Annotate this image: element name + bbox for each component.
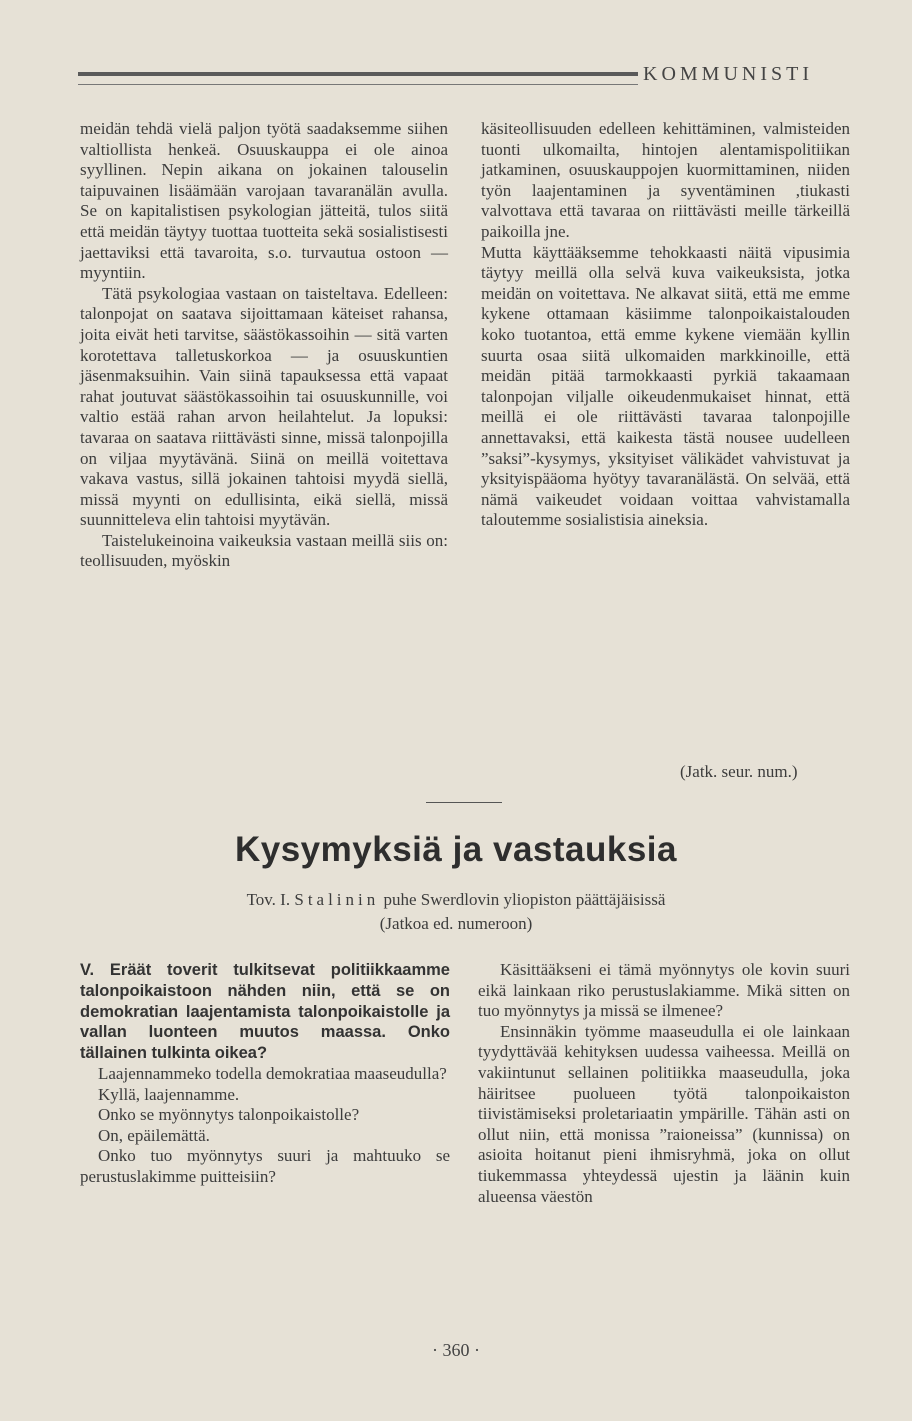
page-number: · 360 · (432, 1340, 480, 1360)
paragraph: Taistelukeinoina vaikeuksia vastaan meillä siis on: teollisuuden, myöskin (80, 530, 448, 571)
article2-right-column (478, 960, 850, 1207)
question-heading: V. Eräät toverit tulkitsevat politiikkaamme talonpoikaistoon nähden niin, että se on demokratian laajentamista talonpoikaistolle ja vallan luonteen muutos maassa. Onko tällainen tulkinta oikea? (80, 961, 450, 1063)
paragraph: meidän tehdä vielä paljon työtä saadaksemme siihen valtiollista henkeä. Osuuskauppa ei ole ainoa syyllinen. Nepin aikana on jokainen talouselin taipuvainen lisäämään varojaan tavaranälän avulla. Se on kapitalistisen psykologian jätteitä, tulos siitä että meidän täytyy tuottaa tuotteita sekä sosialistisesti jaettaviksi että tavaroita, s.o. turvautua ostoon — myyntiin. (80, 119, 448, 283)
paragraph: Mutta käyttääksemme tehokkaasti näitä vipusimia täytyy meillä olla selvä kuva vaikeuksista, jotka meidän on voitettava. Ne alkavat siitä, että me emme kykene ottamaan käsiimme talonpoikaistalouden koko tuotantoa, että emme kykene viemään kyllin suurta osaa siitä ulkomaiden markkinoille, että meidän pitää tarmokkaasti pyrkiä takaamaan talonpojan viljalle oikeudenmukaiset hinnat, että meillä ei ole riittävästi tavaraa talonpojille annettavaksi, että kaikesta tästä nousee uudelleen ”saksi”-kysymys, yksityiset välikädet vahvistuvat ja yksityispääoma hyötyy tavaranälästä. On selvää, että nämä vaikeudet voidaan voittaa vahvistamalla taloutemme sosialistisia aineksia. (481, 242, 850, 530)
header-rule-thin (78, 84, 638, 85)
article1-right-column (481, 119, 850, 531)
continuation-note: (Jatk. seur. num.) (680, 762, 798, 781)
subtitle-prefix: Tov. I. (246, 890, 291, 909)
paragraph: käsiteollisuuden edelleen kehittäminen, valmisteiden tuonti ulkomailta, hintojen alentamispolitiikan jatkaminen, osuuskauppojen kuormittaminen, niiden työn laajentaminen ja syventäminen ,tiukasti valvottava että tavaraa on riittävästi meille tärkeillä paikoilla jne. (481, 119, 850, 241)
header-rule (78, 72, 638, 76)
qa-line: On, epäilemättä. (98, 1125, 210, 1145)
section-title: Kysymyksiä ja vastauksia (234, 830, 678, 869)
qa-line: Onko tuo myönnytys suuri ja mahtuuko se perustuslakimme puitteisiin? (80, 1146, 450, 1186)
qa-line: Onko se myönnytys talonpoikaistolle? (98, 1105, 360, 1125)
article1-left-column (80, 119, 448, 572)
paragraph: Ensinnäkin työmme maaseudulla ei ole lainkaan tyydyttävää kehityksen uudessa vaiheessa. Meillä on vakiintunut sellainen politiikka maaseudulla, joka häiritsee puolueen työtä talonpoikaiston tiivistämiseksi proletariaatin ympärille. Tähän asti on ollut niin, että monissa ”raioneissa” (kunnissa) on asioita hoitanut pieni ihmisryhmä, joka on ollut tiukemmassa yhteydessä ujestin ja läänin kuin alueensa väestön (478, 1021, 850, 1206)
qa-line: Laajennammeko todella demokratiaa maaseudulla? (98, 1063, 447, 1083)
paragraph: Käsittääkseni ei tämä myönnytys ole kovin suuri eikä lainkaan riko perustuslakiamme. Mikä sitten on tuo myönnytys ja missä se ilmenee? (478, 960, 850, 1021)
article2-left-column (80, 960, 450, 1188)
subtitle-author: Stalinin (294, 890, 380, 909)
paragraph: Tätä psykologiaa vastaan on taisteltava. Edelleen: talonpojat on saatava sijoittamaan käteiset rahansa, joita eivät heti tarvitse, säästökassoihin — sitä varten korotettava talletuskorkoa — ja osuuskuntien jäsenmaksuihin. Vain siinä tapauksessa että vapaat rahat joutuvat säästökassoihin tai osuuskunnille, voi valtio estää rahan arvon heilahtelut. Ja lopuksi: tavaraa on saatava riittävästi sinne, missä talonpojilla on viljaa myytävänä. Siinä on meillä voitettava vakava vastus, sillä jokainen tahtoisi myydä siellä, missä myynti on edullisinta, eikä siellä, missä suunnitteleva elin tahtoisi myytävän. (80, 283, 448, 530)
section-divider (426, 802, 502, 803)
running-header-title: KOMMUNISTI (643, 63, 813, 85)
qa-line: Kyllä, laajennamme. (98, 1084, 240, 1104)
section-subtitle (0, 888, 912, 936)
subtitle-continuation: (Jatkoa ed. numeroon) (379, 914, 533, 933)
subtitle-suffix: puhe Swerdlovin yliopiston päättäjäisissä (383, 890, 666, 909)
